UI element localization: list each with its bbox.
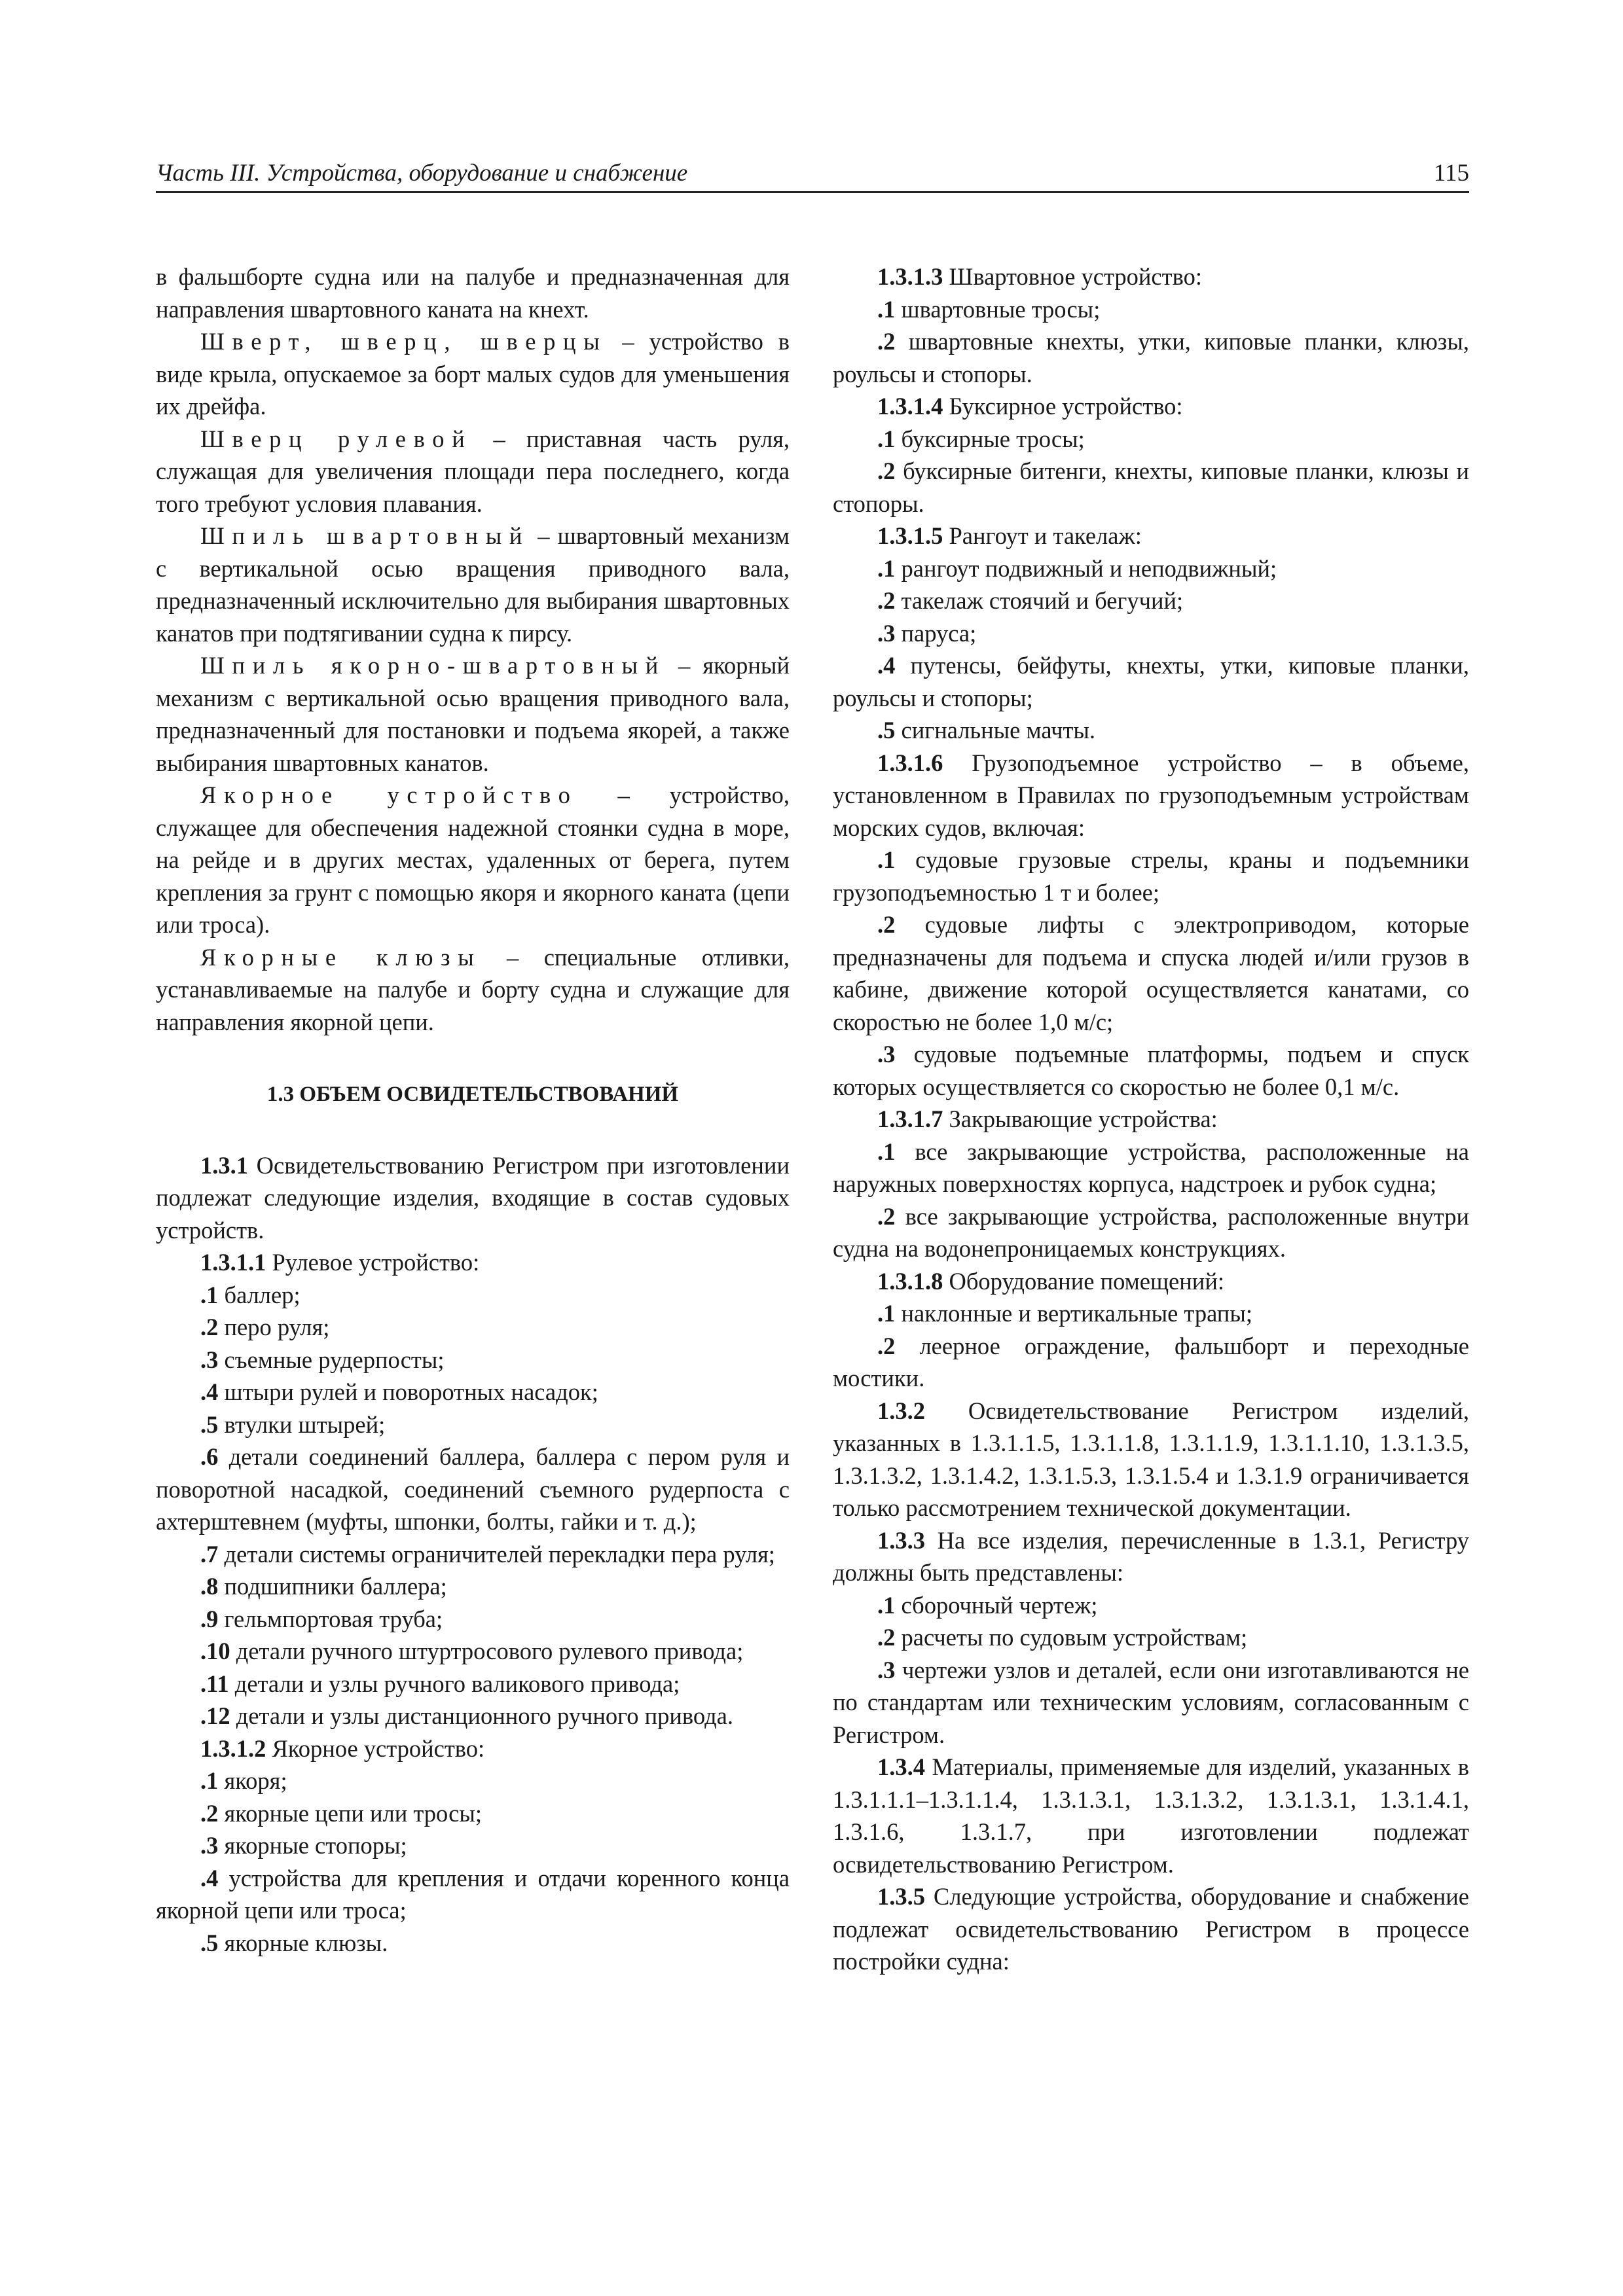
clause-text: Рангоут и такелаж: xyxy=(943,522,1142,549)
clause-number: 1.3.1.6 xyxy=(877,749,943,776)
item-text: расчеты по судовым устройствам; xyxy=(895,1624,1248,1651)
list-item xyxy=(833,1330,1469,1395)
item-number: .8 xyxy=(200,1573,219,1600)
header-title: Часть III. Устройства, оборудование и снабжение xyxy=(156,160,688,187)
list-item xyxy=(156,1441,790,1538)
clause-paragraph xyxy=(156,1732,790,1765)
rigging-items-list xyxy=(833,552,1469,747)
item-text: устройства для крепления и отдачи коренного конца якорной цепи или троса; xyxy=(156,1864,790,1924)
clause-number: 1.3.1.4 xyxy=(877,393,943,420)
closing-items-list xyxy=(833,1136,1469,1265)
definition-text: – швартовный механизм с вертикальной осью вращения приводного вала, предназначенный исключительно для выбирания швартовных канатов при подтягивании судна к пирсу. xyxy=(156,522,790,647)
definition-paragraph xyxy=(156,779,790,941)
item-number: .3 xyxy=(200,1832,219,1859)
item-number: .1 xyxy=(877,425,896,452)
item-text: буксирные тросы; xyxy=(895,425,1085,452)
list-item xyxy=(156,1765,790,1797)
item-number: .4 xyxy=(200,1864,219,1892)
mooring-items-list xyxy=(833,293,1469,391)
item-number: .2 xyxy=(877,328,896,355)
definition-text: – специальные отливки, устанавливаемые на палубе и борту судна и служащие для направления якорной цепи. xyxy=(156,943,790,1035)
definition-paragraph xyxy=(156,520,790,649)
item-number: .4 xyxy=(877,652,896,679)
item-text: детали ручного штуртросового рулевого привода; xyxy=(230,1638,744,1664)
clause-text: Освидетельствованию Регистром при изготовлении подлежат следующие изделия, входящие в состав судовых устройств. xyxy=(156,1151,790,1244)
term: Шверт, шверц, шверцы xyxy=(200,328,608,355)
item-text: перо руля; xyxy=(218,1314,330,1340)
item-number: .5 xyxy=(200,1929,219,1956)
list-item xyxy=(156,1376,790,1408)
lifting-items-list xyxy=(833,844,1469,1103)
item-text: такелаж стоячий и бегучий; xyxy=(895,587,1184,614)
clause-text: Якорное устройство: xyxy=(266,1734,485,1762)
clause-text: Освидетельствование Регистром изделий, указанных в 1.3.1.1.5, 1.3.1.1.8, 1.3.1.1.9, 1.3.1.1.10, 1.3.1.3.5, 1.3.1.3.2, 1.3.1.4.2, 1.3.1.5.3, 1.3.1.5.4 и 1.3.1.9 ограничивается только рассмотрением технической документации. xyxy=(833,1397,1469,1521)
list-item xyxy=(833,584,1469,617)
item-number: .2 xyxy=(200,1799,219,1827)
definition-text: – устройство в виде крыла, опускаемое за борт малых судов для уменьшения их дрейфа. xyxy=(156,328,790,420)
list-item xyxy=(833,1200,1469,1265)
list-item xyxy=(156,1829,790,1862)
list-item xyxy=(156,1344,790,1376)
clause-text: Рулевое устройство: xyxy=(266,1249,480,1276)
clause-paragraph xyxy=(833,747,1469,844)
left-column xyxy=(156,260,790,1959)
item-number: .5 xyxy=(200,1410,219,1438)
definition-paragraph xyxy=(156,325,790,423)
clause-number: 1.3.1.5 xyxy=(877,522,943,549)
clause-paragraph xyxy=(833,260,1469,293)
item-text: сборочный чертеж; xyxy=(895,1591,1098,1619)
definition-paragraph xyxy=(156,649,790,779)
clause-number: 1.3.1.8 xyxy=(877,1267,943,1295)
clause-text: Закрывающие устройства: xyxy=(943,1105,1218,1132)
clause-number: 1.3.1 xyxy=(200,1151,248,1179)
list-item xyxy=(833,1621,1469,1654)
item-text: все закрывающие устройства, расположенные внутри судна на водонепроницаемых конструкциях. xyxy=(833,1202,1469,1262)
item-text: баллер; xyxy=(218,1281,301,1308)
item-text: леерное ограждение, фальшборт и переходные мостики. xyxy=(833,1332,1469,1391)
item-number: .3 xyxy=(877,1656,896,1683)
item-number: .7 xyxy=(200,1540,219,1568)
item-number: .2 xyxy=(200,1314,219,1340)
item-number: .2 xyxy=(877,911,896,938)
clause-number: 1.3.4 xyxy=(877,1753,925,1780)
item-number: .11 xyxy=(200,1670,229,1697)
list-item xyxy=(833,1589,1469,1622)
clause-paragraph xyxy=(833,1265,1469,1298)
clause-number: 1.3.1.7 xyxy=(877,1105,943,1132)
item-text: якоря; xyxy=(218,1767,287,1794)
clause-paragraph xyxy=(833,520,1469,552)
item-number: .2 xyxy=(877,587,896,614)
clause-number: 1.3.1.1 xyxy=(200,1249,266,1276)
list-item xyxy=(156,1700,790,1732)
clause-number: 1.3.3 xyxy=(877,1526,925,1554)
item-text: все закрывающие устройства, расположенные на наружных поверхностях корпуса, надстроек и рубок судна; xyxy=(833,1138,1469,1197)
clause-paragraph xyxy=(156,1149,790,1247)
list-item xyxy=(833,423,1469,456)
item-number: .1 xyxy=(877,846,896,873)
paragraph: в фальшборте судна или на палубе и предназначенная для направления швартовного каната на кнехт. xyxy=(156,263,790,323)
list-item xyxy=(156,1408,790,1441)
item-text: наклонные и вертикальные трапы; xyxy=(895,1300,1252,1327)
clause-paragraph xyxy=(833,1751,1469,1880)
item-text: путенсы, бейфуты, кнехты, утки, киповые планки, роульсы и стопоры; xyxy=(833,652,1469,711)
item-number: .3 xyxy=(877,619,896,647)
list-item xyxy=(156,1311,790,1344)
documents-items-list xyxy=(833,1589,1469,1751)
clause-paragraph xyxy=(156,1246,790,1279)
rudder-items-list xyxy=(156,1279,790,1732)
term: Шпиль швартовный xyxy=(200,522,530,549)
definition-text: – якорный механизм с вертикальной осью вращения приводного вала, предназначенный для постановки и подъема якорей, а также выбирания швартовных канатов. xyxy=(156,652,790,776)
rooms-items-list xyxy=(833,1297,1469,1395)
item-text: якорные цепи или тросы; xyxy=(218,1799,483,1827)
item-text: судовые лифты с электроприводом, которые предназначены для подъема и спуска людей и/или грузов в кабине, движение которой осуществляется канатами, со скоростью не более 1,0 м/с; xyxy=(833,911,1469,1035)
list-item xyxy=(833,649,1469,714)
list-item xyxy=(156,1635,790,1668)
item-text: швартовные кнехты, утки, киповые планки, клюзы, роульсы и стопоры. xyxy=(833,328,1469,387)
list-item xyxy=(156,1570,790,1603)
item-text: швартовные тросы; xyxy=(895,295,1101,323)
item-number: .9 xyxy=(200,1605,219,1632)
item-text: судовые грузовые стрелы, краны и подъемники грузоподъемностью 1 т и более; xyxy=(833,846,1469,906)
item-number: .1 xyxy=(877,295,896,323)
item-text: подшипники баллера; xyxy=(218,1573,447,1600)
item-text: якорные стопоры; xyxy=(218,1832,407,1859)
page-number: 115 xyxy=(1433,160,1469,187)
item-text: съемные рудерпосты; xyxy=(218,1346,445,1373)
item-number: .6 xyxy=(200,1443,219,1470)
list-item xyxy=(156,1279,790,1312)
list-item xyxy=(833,1136,1469,1200)
item-number: .1 xyxy=(200,1767,219,1794)
item-text: паруса; xyxy=(895,619,977,647)
list-item xyxy=(156,1668,790,1700)
term: Шпиль якорно-швартовный xyxy=(200,652,666,679)
item-number: .1 xyxy=(877,1591,896,1619)
item-text: детали и узлы ручного валикового привода; xyxy=(228,1670,680,1697)
item-text: якорные клюзы. xyxy=(218,1929,388,1956)
item-text: чертежи узлов и деталей, если они изготавливаются не по стандартам или техническим условиям, согласованным с Регистром. xyxy=(833,1656,1469,1748)
item-number: .1 xyxy=(877,554,896,582)
clause-number: 1.3.1.3 xyxy=(877,263,943,290)
clause-number: 1.3.5 xyxy=(877,1883,925,1910)
term: Якорные клюзы xyxy=(200,943,482,971)
list-item xyxy=(833,714,1469,747)
item-number: .1 xyxy=(200,1281,219,1308)
item-number: .3 xyxy=(877,1041,896,1067)
item-number: .1 xyxy=(877,1138,896,1165)
item-text: детали системы ограничителей перекладки пера руля; xyxy=(218,1540,775,1568)
list-item xyxy=(833,908,1469,1038)
list-item xyxy=(833,325,1469,390)
item-text: детали соединений баллера, баллера с пером руля и поворотной насадкой, соединений съемного рудерпоста с ахтерштевнем (муфты, шпонки, болты, гайки и т. д.); xyxy=(156,1443,790,1535)
clause-paragraph xyxy=(833,1880,1469,1978)
item-number: .2 xyxy=(877,1624,896,1651)
clause-text: Следующие устройства, оборудование и снабжение подлежат освидетельствованию Регистром в процессе постройки судна: xyxy=(833,1883,1469,1975)
towing-items-list xyxy=(833,423,1469,520)
section-title: 1.3 ОБЪЕМ ОСВИДЕТЕЛЬСТВОВАНИЙ xyxy=(266,1083,679,1106)
list-item xyxy=(156,1862,790,1927)
item-number: .1 xyxy=(877,1300,896,1327)
definition-text: – приставная часть руля, служащая для увеличения площади пера последнего, когда того требуют условия плавания. xyxy=(156,425,790,517)
clause-paragraph xyxy=(833,1395,1469,1524)
clause-number: 1.3.1.2 xyxy=(200,1734,266,1762)
item-text: судовые подъемные платформы, подъем и спуск которых осуществляется со скоростью не более 0,1 м/с. xyxy=(833,1041,1469,1100)
list-item xyxy=(833,552,1469,585)
definition-text: – устройство, служащее для обеспечения надежной стоянки судна в море, на рейде и в других местах, удаленных от берега, путем крепления за грунт с помощью якоря и якорного каната (цепи или троса). xyxy=(156,781,790,938)
definition-paragraph xyxy=(156,941,790,1039)
clause-paragraph xyxy=(833,1103,1469,1136)
clause-number: 1.3.2 xyxy=(877,1397,925,1424)
list-item xyxy=(833,1654,1469,1751)
item-text: рангоут подвижный и неподвижный; xyxy=(895,554,1277,582)
item-number: .2 xyxy=(877,1202,896,1230)
list-item xyxy=(833,455,1469,520)
item-number: .5 xyxy=(877,717,896,744)
clause-text: Буксирное устройство: xyxy=(943,393,1183,420)
item-number: .2 xyxy=(877,457,896,484)
clause-text: Материалы, применяемые для изделий, указанных в 1.3.1.1.1–1.3.1.1.4, 1.3.1.3.1, 1.3.1.3.2, 1.3.1.3.1, 1.3.1.4.1, 1.3.1.6, 1.3.1.7, при изготовлении подлежат освидетельствованию Регистром. xyxy=(833,1753,1469,1878)
list-item xyxy=(833,1038,1469,1103)
list-item xyxy=(833,1297,1469,1330)
clause-paragraph xyxy=(833,1524,1469,1589)
clause-text: На все изделия, перечисленные в 1.3.1, Регистру должны быть представлены: xyxy=(833,1526,1469,1586)
definition-paragraph xyxy=(156,423,790,520)
anchor-items-list xyxy=(156,1765,790,1959)
list-item xyxy=(156,1603,790,1636)
right-column xyxy=(833,260,1469,1978)
list-item xyxy=(833,844,1469,908)
item-text: втулки штырей; xyxy=(218,1410,386,1438)
term: Шверц рулевой xyxy=(200,425,473,452)
item-number: .4 xyxy=(200,1378,219,1405)
list-item xyxy=(833,293,1469,326)
item-number: .12 xyxy=(200,1702,230,1729)
list-item xyxy=(156,1797,790,1830)
running-header xyxy=(156,152,1469,193)
list-item xyxy=(156,1927,790,1960)
item-number: .2 xyxy=(877,1332,896,1359)
item-number: .10 xyxy=(200,1638,230,1664)
clause-paragraph xyxy=(833,390,1469,423)
clause-text: Швартовное устройство: xyxy=(943,263,1202,290)
list-item xyxy=(833,617,1469,650)
item-text: гельмпортовая труба; xyxy=(218,1605,443,1632)
list-item xyxy=(156,1538,790,1571)
item-text: сигнальные мачты. xyxy=(895,717,1096,744)
item-text: штыри рулей и поворотных насадок; xyxy=(218,1378,598,1405)
item-text: буксирные битенги, кнехты, киповые планки, клюзы и стопоры. xyxy=(833,457,1469,517)
clause-text: Грузоподъемное устройство – в объеме, установленном в Правилах по грузоподъемным устройствам морских судов, включая: xyxy=(833,749,1469,841)
item-text: детали и узлы дистанционного ручного привода. xyxy=(230,1702,733,1729)
item-number: .3 xyxy=(200,1346,219,1373)
clause-text: Оборудование помещений: xyxy=(943,1267,1224,1295)
term: Якорное устройство xyxy=(200,781,578,808)
